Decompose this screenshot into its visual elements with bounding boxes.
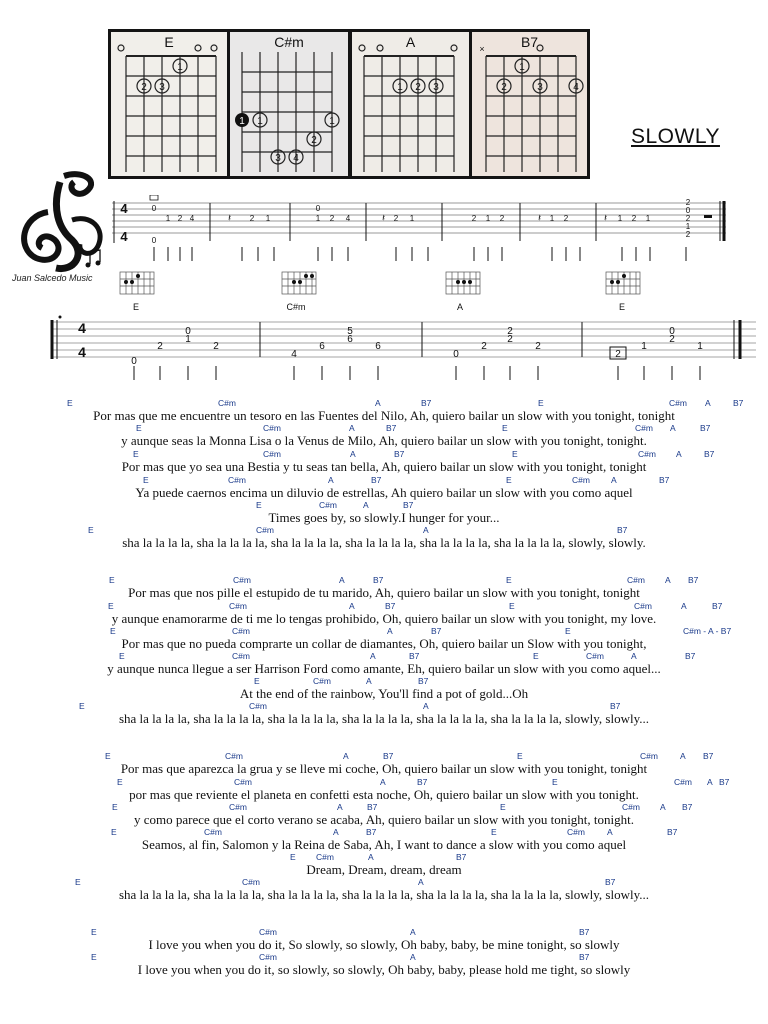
chord-label: A <box>410 927 416 937</box>
chord-label: C#m - A - B7 <box>683 626 732 636</box>
chord-label: B7 <box>703 751 714 761</box>
chord-name-label: B7 <box>520 34 539 50</box>
chord-label: C#m <box>263 423 281 433</box>
svg-text:2: 2 <box>213 341 219 352</box>
chord-label: C#m <box>627 575 645 585</box>
chord-diagram-b7 <box>472 32 587 176</box>
chord-label: B7 <box>367 802 378 812</box>
svg-text:2: 2 <box>329 214 335 223</box>
svg-text:6: 6 <box>375 341 381 352</box>
lyric-line: y aunque enamorarme de ti me lo tengas prohibido, Oh, quiero bailar un slow with you tonight, my love. <box>111 611 657 626</box>
chord-label: B7 <box>685 651 696 661</box>
svg-text:0: 0 <box>151 236 157 245</box>
svg-text:0: 0 <box>669 326 675 337</box>
chord-label: E <box>491 827 497 837</box>
chord-label: E <box>509 601 515 611</box>
chord-label: B7 <box>719 777 730 787</box>
chord-label: B7 <box>700 423 711 433</box>
lyric-line-group <box>0 751 768 779</box>
svg-text:4: 4 <box>78 344 86 360</box>
svg-text:𝄽: 𝄽 <box>604 213 608 224</box>
chord-label: E <box>290 852 296 862</box>
lyric-line: Por mas que aparezca la grua y se lleve mi coche, Oh, quiero bailar un slow with you tonight, tonight <box>120 761 648 776</box>
lyric-line: Por mas que nos pille el estupido de tu marido, Ah, quiero bailar un slow with you tonight, tonight <box>128 585 640 600</box>
lyric-line: Por mas que yo sea una Bestia y tu seas tan bella, Ah, quiero bailar un slow with you tonight, tonight <box>121 459 647 474</box>
lyric-line: sha la la la la, sha la la la la, sha la la la la, sha la la la la, sha la la la la, sha la la la la, slowly, slowly. <box>122 535 646 550</box>
chord-label: B7 <box>704 449 715 459</box>
chord-label: A <box>349 423 355 433</box>
svg-text:2: 2 <box>535 341 541 352</box>
chord-label: A <box>423 701 429 711</box>
chord-label: E <box>133 449 139 459</box>
svg-text:5: 5 <box>347 326 353 337</box>
svg-text:𝄽: 𝄽 <box>538 213 542 224</box>
chord-label: C#m <box>228 475 246 485</box>
chord-label: C#m <box>242 877 260 887</box>
chord-label: E <box>506 575 512 585</box>
lyric-line-group <box>0 500 768 528</box>
chord-label: A <box>363 500 369 510</box>
svg-text:2: 2 <box>499 214 505 223</box>
svg-text:𝄽: 𝄽 <box>228 213 232 224</box>
tab-chord-label: E <box>618 302 626 312</box>
chord-name-label: C#m <box>274 34 304 50</box>
lyric-line-group <box>0 449 768 477</box>
chord-label: E <box>109 575 115 585</box>
svg-text:1: 1 <box>185 334 191 345</box>
chord-label: A <box>676 449 682 459</box>
tablature-staff-2 <box>44 266 760 386</box>
chord-label: A <box>350 449 356 459</box>
chord-label: B7 <box>579 927 590 937</box>
chord-label: C#m <box>259 952 277 962</box>
chord-label: C#m <box>225 751 243 761</box>
svg-text:2: 2 <box>177 214 183 223</box>
lyric-line: Ya puede caernos encima un diluvio de estrellas, Ah quiero bailar un slow with you como aquel <box>135 485 633 500</box>
chord-label: A <box>370 651 376 661</box>
chord-label: B7 <box>409 651 420 661</box>
page-title: SLOWLY <box>631 125 720 148</box>
chord-label: B7 <box>371 475 382 485</box>
svg-text:1: 1 <box>177 62 183 73</box>
lyric-line-group <box>0 777 768 805</box>
chord-label: A <box>366 676 372 686</box>
lyric-line-group <box>0 398 768 426</box>
svg-text:0: 0 <box>685 206 691 215</box>
lyric-line-group <box>0 423 768 451</box>
lyric-line: I love you when you do it, So slowly, so slowly, Oh baby, baby, be mine tonight, so slowly <box>148 937 620 952</box>
chord-label: C#m <box>622 802 640 812</box>
lyric-line: Dream, Dream, dream, dream <box>306 862 462 877</box>
chord-label: C#m <box>259 927 277 937</box>
chord-label: E <box>254 676 260 686</box>
chord-label: E <box>108 601 114 611</box>
chord-label: B7 <box>366 827 377 837</box>
svg-text:1: 1 <box>519 62 525 73</box>
chord-label: E <box>517 751 523 761</box>
chord-label: E <box>136 423 142 433</box>
chord-label: E <box>105 751 111 761</box>
tab-chord-label: C#m <box>286 302 306 312</box>
lyric-line-group <box>0 952 768 980</box>
svg-text:4: 4 <box>345 214 351 223</box>
chord-label: E <box>110 626 116 636</box>
chord-label: A <box>631 651 637 661</box>
chord-label: B7 <box>579 952 590 962</box>
chord-label: A <box>337 802 343 812</box>
svg-text:2: 2 <box>669 334 675 345</box>
lyric-line: Seamos, al fin, Salomon y la Reina de Saba, Ah, I want to dance a slow with you como aquel <box>141 837 627 852</box>
svg-text:2: 2 <box>415 82 421 93</box>
chord-label: B7 <box>373 575 384 585</box>
svg-text:1: 1 <box>409 214 415 223</box>
chord-label: B7 <box>733 398 744 408</box>
chord-label: E <box>506 475 512 485</box>
chord-label: C#m <box>232 651 250 661</box>
chord-label: A <box>349 601 355 611</box>
chord-label: A <box>707 777 713 787</box>
chord-label: C#m <box>316 852 334 862</box>
lyric-line-group <box>0 802 768 830</box>
chord-label: E <box>112 802 118 812</box>
chord-label: A <box>375 398 381 408</box>
svg-text:4: 4 <box>78 320 86 336</box>
svg-text:1: 1 <box>265 214 271 223</box>
tablature-staff-1 <box>112 195 730 267</box>
lyric-line-group <box>0 877 768 905</box>
chord-label: E <box>552 777 558 787</box>
chord-label: B7 <box>682 802 693 812</box>
chord-label: B7 <box>659 475 670 485</box>
chord-label: E <box>111 827 117 837</box>
chord-label: C#m <box>229 601 247 611</box>
lyric-line-group <box>0 651 768 679</box>
svg-text:2: 2 <box>615 349 621 360</box>
chord-label: B7 <box>385 601 396 611</box>
chord-label: A <box>328 475 334 485</box>
svg-text:1: 1 <box>645 214 651 223</box>
chord-label: C#m <box>249 701 267 711</box>
lyric-line: por mas que reviente el planeta en confetti esta noche, Oh, quiero bailar un slow with you tonight. <box>129 787 639 802</box>
svg-text:4: 4 <box>573 82 579 93</box>
chord-label: C#m <box>204 827 222 837</box>
chord-label: A <box>339 575 345 585</box>
svg-text:4: 4 <box>293 153 299 164</box>
lyric-line-group <box>0 827 768 855</box>
svg-text:3: 3 <box>159 82 165 93</box>
chord-diagram-a <box>352 32 469 176</box>
chord-label: E <box>533 651 539 661</box>
lyric-line-group <box>0 475 768 503</box>
lyric-line-group <box>0 701 768 729</box>
lyric-line: Times goes by, so slowly.I hunger for your... <box>268 510 500 525</box>
lyric-line: At the end of the rainbow, You'll find a pot of gold...Oh <box>239 686 529 701</box>
chord-label: E <box>75 877 81 887</box>
chord-label: E <box>88 525 94 535</box>
lyric-line: sha la la la la, sha la la la la, sha la la la la, sha la la la la, sha la la la la, sha la la la la, slowly, slowly... <box>118 711 650 726</box>
svg-text:0: 0 <box>185 326 191 337</box>
chord-label: B7 <box>605 877 616 887</box>
svg-text:2: 2 <box>311 135 317 146</box>
chord-label: E <box>512 449 518 459</box>
lyric-line-group <box>0 601 768 629</box>
chord-label: A <box>705 398 711 408</box>
chord-label: E <box>538 398 544 408</box>
chord-label: C#m <box>586 651 604 661</box>
chord-label: A <box>380 777 386 787</box>
chord-label: B7 <box>386 423 397 433</box>
svg-text:1: 1 <box>485 214 491 223</box>
lyric-line-group <box>0 927 768 955</box>
tab-chord-label: E <box>132 302 140 312</box>
svg-text:6: 6 <box>347 334 353 345</box>
svg-text:2: 2 <box>501 82 507 93</box>
chord-label: E <box>91 952 97 962</box>
svg-text:×: × <box>479 44 485 54</box>
svg-text:1: 1 <box>329 116 335 127</box>
chord-label: B7 <box>403 500 414 510</box>
chord-label: E <box>119 651 125 661</box>
svg-text:4: 4 <box>120 229 128 244</box>
svg-text:2: 2 <box>631 214 637 223</box>
chord-label: A <box>343 751 349 761</box>
chord-label: C#m <box>229 802 247 812</box>
svg-text:0: 0 <box>453 349 459 360</box>
svg-text:3: 3 <box>275 153 281 164</box>
chord-label: C#m <box>232 626 250 636</box>
svg-text:1: 1 <box>165 214 171 223</box>
lyric-line-group <box>0 676 768 704</box>
chord-label: A <box>680 751 686 761</box>
svg-text:6: 6 <box>319 341 325 352</box>
svg-text:1: 1 <box>257 116 263 127</box>
chord-label: E <box>117 777 123 787</box>
svg-text:2: 2 <box>141 82 147 93</box>
chord-diagram-e <box>111 32 227 176</box>
chord-name-label: A <box>405 34 416 50</box>
svg-text:2: 2 <box>481 341 487 352</box>
chord-label: E <box>565 626 571 636</box>
chord-label: E <box>256 500 262 510</box>
chord-label: B7 <box>610 701 621 711</box>
svg-text:2: 2 <box>249 214 255 223</box>
svg-text:2: 2 <box>507 334 513 345</box>
lyric-line-group <box>0 575 768 603</box>
chord-label: C#m <box>674 777 692 787</box>
chord-label: B7 <box>421 398 432 408</box>
chord-label: C#m <box>218 398 236 408</box>
chord-label: A <box>368 852 374 862</box>
chord-label: C#m <box>635 423 653 433</box>
chord-label: A <box>410 952 416 962</box>
chord-label: E <box>143 475 149 485</box>
lyric-line: I love you when you do it, so slowly, so slowly, Oh baby, baby, please hold me tight, so slowly <box>137 962 631 977</box>
svg-text:1: 1 <box>315 214 321 223</box>
chord-label: B7 <box>394 449 405 459</box>
svg-text:2: 2 <box>157 341 163 352</box>
chord-label: A <box>333 827 339 837</box>
svg-text:1: 1 <box>685 222 691 231</box>
svg-text:𝄽: 𝄽 <box>382 213 386 224</box>
lyric-line: y aunque seas la Monna Lisa o la Venus de Milo, Ah, quiero bailar un slow with you tonight, tonight. <box>121 433 647 448</box>
lyric-line: y como parece que el corto verano se acaba, Ah, quiero bailar un slow with you tonight, tonight. <box>134 812 634 827</box>
chord-diagram-c-sharp-minor <box>230 32 348 176</box>
lyric-line: Por mas que me encuentre un tesoro en las Fuentes del Nilo, Ah, quiero bailar un slow with you tonight, tonight <box>93 408 675 423</box>
svg-text:1: 1 <box>397 82 403 93</box>
chord-label: B7 <box>418 676 429 686</box>
svg-text:0: 0 <box>151 204 157 213</box>
svg-text:2: 2 <box>563 214 569 223</box>
svg-text:2: 2 <box>393 214 399 223</box>
chord-label: E <box>91 927 97 937</box>
chord-label: B7 <box>712 601 723 611</box>
svg-text:0: 0 <box>315 204 321 213</box>
svg-text:2: 2 <box>685 198 691 207</box>
svg-text:4: 4 <box>189 214 195 223</box>
lyric-line: Por mas que no pueda comprarte un collar de diamantes, Oh, quiero bailar un Slow with you tonight, <box>121 636 647 651</box>
chord-label: C#m <box>256 525 274 535</box>
chord-label: B7 <box>383 751 394 761</box>
chord-label: A <box>681 601 687 611</box>
svg-text:1: 1 <box>697 341 703 352</box>
chord-label: C#m <box>669 398 687 408</box>
chord-label: C#m <box>263 449 281 459</box>
svg-text:2: 2 <box>685 214 691 223</box>
lyric-line: y aunque nunca llegue a ser Harrison Ford como amante, Eh, quiero bailar un slow with you como aquel... <box>107 661 661 676</box>
chord-label: C#m <box>572 475 590 485</box>
svg-text:3: 3 <box>433 82 439 93</box>
chord-label: A <box>611 475 617 485</box>
chord-label: B7 <box>456 852 467 862</box>
svg-text:4: 4 <box>291 349 297 360</box>
chord-label: C#m <box>233 575 251 585</box>
chord-label: C#m <box>313 676 331 686</box>
lyric-line-group <box>0 626 768 654</box>
svg-text:0: 0 <box>131 356 137 367</box>
chord-label: A <box>418 877 424 887</box>
chord-label: C#m <box>638 449 656 459</box>
svg-text:2: 2 <box>507 326 513 337</box>
chord-label: C#m <box>234 777 252 787</box>
chord-label: B7 <box>431 626 442 636</box>
chord-label: E <box>79 701 85 711</box>
chord-label: A <box>423 525 429 535</box>
svg-text:1: 1 <box>641 341 647 352</box>
svg-text:1: 1 <box>617 214 623 223</box>
svg-text:2: 2 <box>471 214 477 223</box>
chord-label: A <box>665 575 671 585</box>
chord-diagram-strip <box>108 29 590 179</box>
svg-text:2: 2 <box>685 230 691 239</box>
chord-label: C#m <box>319 500 337 510</box>
logo-text: Juan Salcedo Music <box>12 273 93 283</box>
chord-label: A <box>660 802 666 812</box>
chord-label: C#m <box>634 601 652 611</box>
chord-label: B7 <box>417 777 428 787</box>
chord-label: C#m <box>640 751 658 761</box>
lyric-line-group <box>0 852 768 880</box>
chord-label: B7 <box>688 575 699 585</box>
lyric-line: sha la la la la, sha la la la la, sha la la la la, sha la la la la, sha la la la la, sha la la la la, slowly, slowly... <box>118 887 650 902</box>
chord-label: E <box>502 423 508 433</box>
chord-label: A <box>670 423 676 433</box>
svg-text:1: 1 <box>239 116 245 127</box>
chord-label: E <box>500 802 506 812</box>
svg-text:4: 4 <box>120 201 128 216</box>
tab-chord-label: A <box>456 302 464 312</box>
svg-text:3: 3 <box>537 82 543 93</box>
chord-label: C#m <box>567 827 585 837</box>
lyric-line-group <box>0 525 768 553</box>
chord-label: B7 <box>617 525 628 535</box>
chord-label: A <box>387 626 393 636</box>
chord-label: E <box>67 398 73 408</box>
svg-text:1: 1 <box>549 214 555 223</box>
chord-name-label: E <box>164 34 174 50</box>
chord-label: B7 <box>667 827 678 837</box>
chord-label: A <box>607 827 613 837</box>
